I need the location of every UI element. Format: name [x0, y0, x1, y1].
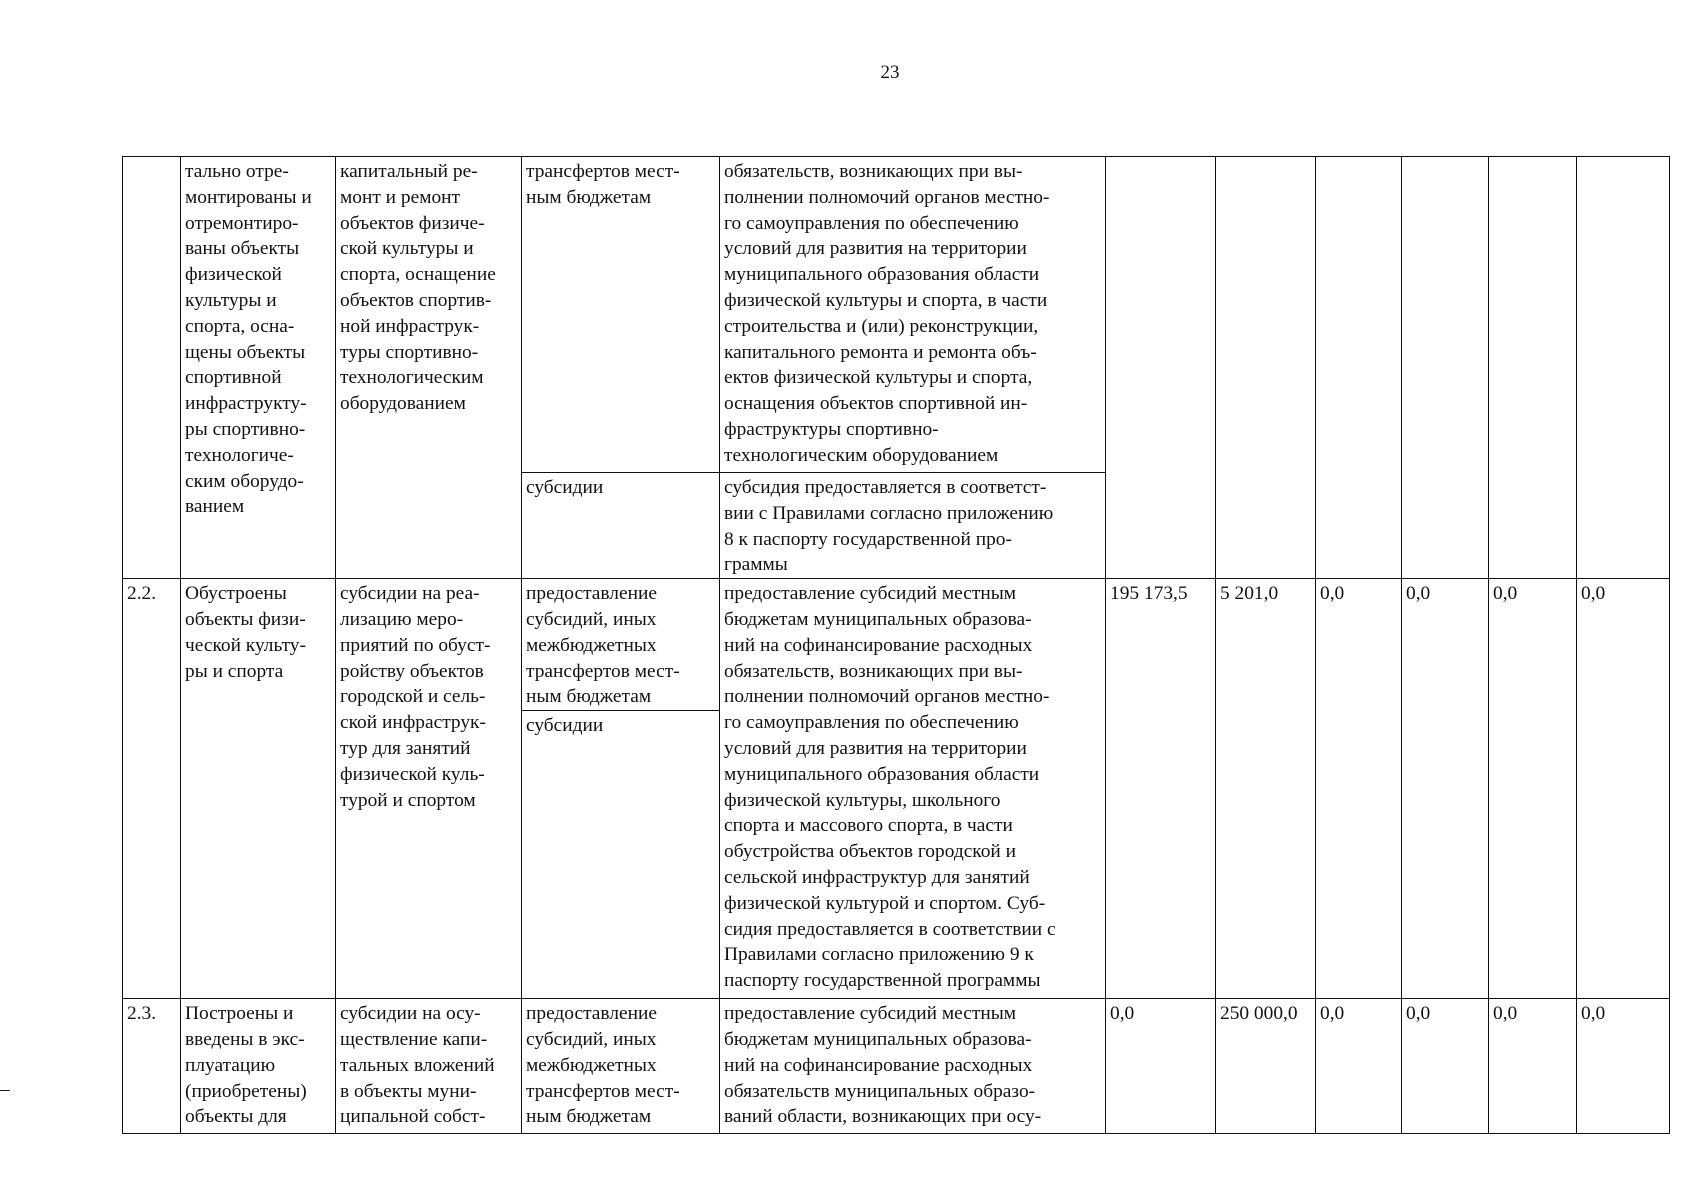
page-number: 23	[880, 62, 900, 83]
value-cell: 250 000,0	[1216, 999, 1316, 1134]
value-cell: 0,0	[1489, 579, 1577, 999]
value-cell: 0,0	[1316, 579, 1402, 999]
value-cell: 0,0	[1402, 999, 1489, 1134]
instrument-cell: предоставление субсидий, иных межбюджетных трансфертов мест- ным бюджетам	[522, 999, 720, 1134]
row-number-cell: 2.3.	[123, 999, 181, 1134]
value-cell: 195 173,5	[1106, 579, 1216, 999]
instrument-cell: субсидии	[522, 711, 720, 999]
measure-cell: субсидии на реа- лизацию меро- приятий по обуст- ройству объектов городской и сель- ской инфраструк- тур для занятий физической куль- турой и спортом	[336, 579, 522, 999]
value-cell: 0,0	[1489, 999, 1577, 1134]
row-number-cell: 2.2.	[123, 579, 181, 999]
value-cell: 0,0	[1577, 999, 1670, 1134]
value-cell: 0,0	[1577, 579, 1670, 999]
row-number-cell	[123, 157, 181, 579]
table-row	[123, 579, 1670, 711]
instrument-cell: субсидии	[522, 473, 720, 579]
description-cell: предоставление субсидий местным бюджетам муниципальных образова- ний на софинансирование расходных обязательств муниципальных образо- ваний области, возникающих при осу-	[720, 999, 1106, 1134]
description-cell: обязательств, возникающих при вы- полнении полномочий органов местно- го самоуправления по обеспечению условий для развития на территории муниципального образования области физической культуры и спорта, в части строительства и (или) реконструкции, капитального ремонта и ремонта объ- ектов физической культуры и спорта, оснащения объектов спортивной ин- фраструктуры спортивно- технологическим оборудованием	[720, 157, 1106, 473]
scan-edge-mark	[0, 1090, 10, 1091]
value-cell	[1216, 157, 1316, 579]
value-cell	[1489, 157, 1577, 579]
value-cell	[1316, 157, 1402, 579]
value-cell: 0,0	[1316, 999, 1402, 1134]
instrument-cell: предоставление субсидий, иных межбюджетных трансфертов мест- ным бюджетам	[522, 579, 720, 711]
instrument-cell: трансфертов мест- ным бюджетам	[522, 157, 720, 473]
value-cell	[1402, 157, 1489, 579]
value-cell	[1106, 157, 1216, 579]
result-cell: Обустроены объекты физи- ческой культу- ры и спорта	[181, 579, 336, 999]
measure-cell: капитальный ре- монт и ремонт объектов физиче- ской культуры и спорта, оснащение объектов спортив- ной инфраструк- туры спортивно- технологическим оборудованием	[336, 157, 522, 579]
value-cell: 0,0	[1106, 999, 1216, 1134]
result-cell: Построены и введены в экс- плуатацию (приобретены) объекты для	[181, 999, 336, 1134]
description-cell: субсидия предоставляется в соответст- вии с Правилами согласно приложению 8 к паспорту государственной про- граммы	[720, 473, 1106, 579]
program-measures-table	[122, 156, 1670, 1134]
table-row	[123, 999, 1670, 1134]
value-cell: 0,0	[1402, 579, 1489, 999]
table-row	[123, 157, 1670, 473]
description-cell: предоставление субсидий местным бюджетам муниципальных образова- ний на софинансирование расходных обязательств, возникающих при вы- полнении полномочий органов местно- го самоуправления по обеспечению условий для развития на территории муниципального образования области физической культуры, школьного спорта и массового спорта, в части обустройства объектов городской и сельской инфраструктур для занятий физической культурой и спортом. Суб- сидия предоставляется в соответствии с Правилами согласно приложению 9 к паспорту государственной программы	[720, 579, 1106, 999]
value-cell: 5 201,0	[1216, 579, 1316, 999]
value-cell	[1577, 157, 1670, 579]
result-cell: тально отре- монтированы и отремонтиро- ваны объекты физической культуры и спорта, осна- щены объекты спортивной инфраструкту- ры спортивно- технологиче- ским оборудо- ванием	[181, 157, 336, 579]
measure-cell: субсидии на осу- ществление капи- тальных вложений в объекты муни- ципальной собст-	[336, 999, 522, 1134]
